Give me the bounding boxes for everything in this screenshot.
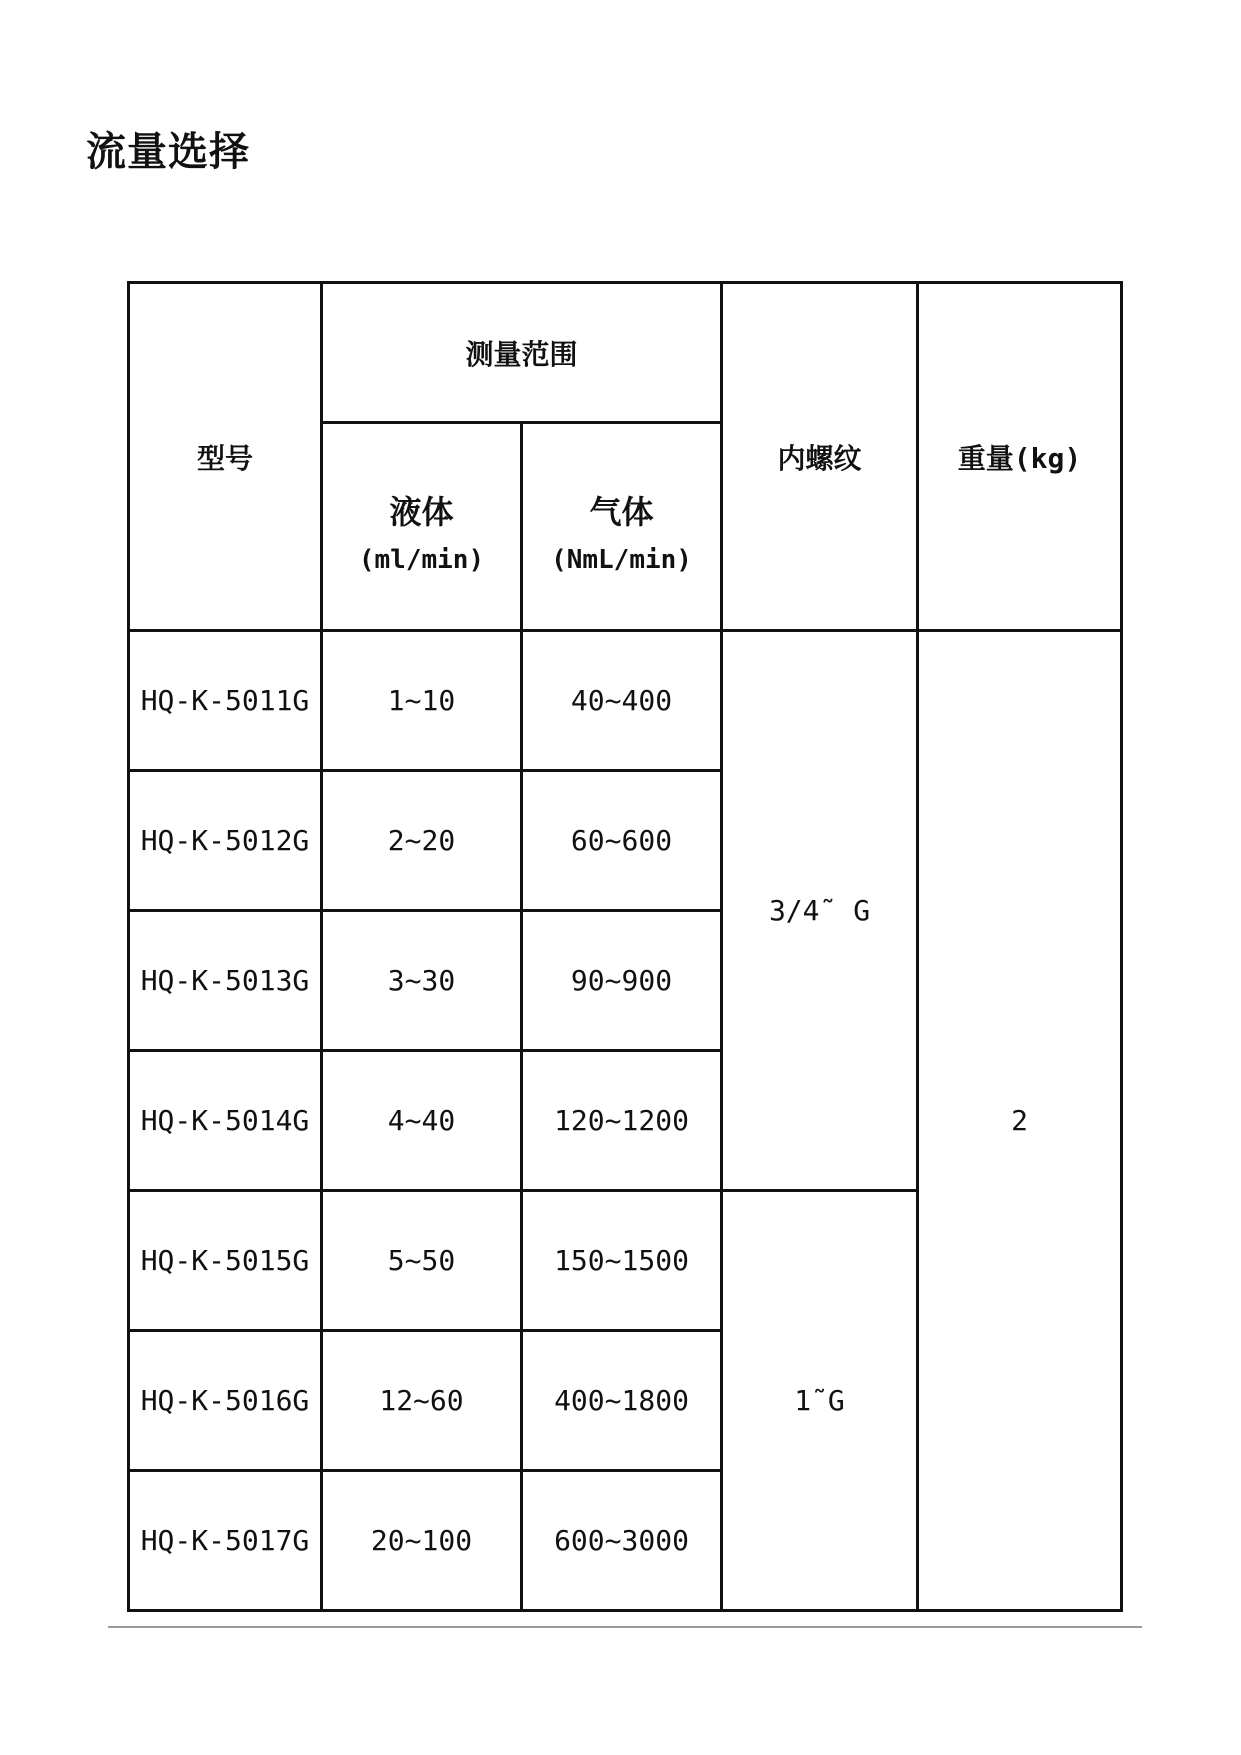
liquid-range-cell: 5~50 [322, 1191, 522, 1331]
page-title: 流量选择 [86, 129, 250, 175]
table-row [129, 631, 1122, 771]
thread-cell: 1˜G [722, 1191, 918, 1611]
liquid-range-cell: 4~40 [322, 1051, 522, 1191]
liquid-range-cell: 3~30 [322, 911, 522, 1051]
model-cell: HQ-K-5016G [129, 1331, 322, 1471]
liquid-range-cell: 2~20 [322, 771, 522, 911]
gas-range-cell: 150~1500 [522, 1191, 722, 1331]
header-gas-unit: (NmL/min) [551, 544, 692, 575]
header-thread: 内螺纹 [722, 283, 918, 631]
bottom-divider [108, 1626, 1142, 1628]
model-cell: HQ-K-5013G [129, 911, 322, 1051]
gas-range-cell: 120~1200 [522, 1051, 722, 1191]
header-gas-label: 气体 [589, 492, 654, 531]
weight-cell: 2 [918, 631, 1122, 1611]
header-liquid [322, 423, 522, 631]
gas-range-cell: 60~600 [522, 771, 722, 911]
model-cell: HQ-K-5011G [129, 631, 322, 771]
gas-range-cell: 90~900 [522, 911, 722, 1051]
model-cell: HQ-K-5012G [129, 771, 322, 911]
flow-spec-table [127, 281, 1123, 1612]
header-weight: 重量(kg) [918, 283, 1122, 631]
header-model: 型号 [129, 283, 322, 631]
liquid-range-cell: 12~60 [322, 1331, 522, 1471]
header-liquid-unit: (ml/min) [358, 544, 485, 575]
gas-range-cell: 40~400 [522, 631, 722, 771]
liquid-range-cell: 1~10 [322, 631, 522, 771]
liquid-range-cell: 20~100 [322, 1471, 522, 1611]
model-cell: HQ-K-5015G [129, 1191, 322, 1331]
header-gas [522, 423, 722, 631]
model-cell: HQ-K-5014G [129, 1051, 322, 1191]
gas-range-cell: 400~1800 [522, 1331, 722, 1471]
header-row [129, 283, 1122, 423]
thread-cell: 3/4˜ G [722, 631, 918, 1191]
header-liquid-label: 液体 [389, 492, 454, 531]
model-cell: HQ-K-5017G [129, 1471, 322, 1611]
header-measure-range: 测量范围 [322, 283, 722, 423]
gas-range-cell: 600~3000 [522, 1471, 722, 1611]
